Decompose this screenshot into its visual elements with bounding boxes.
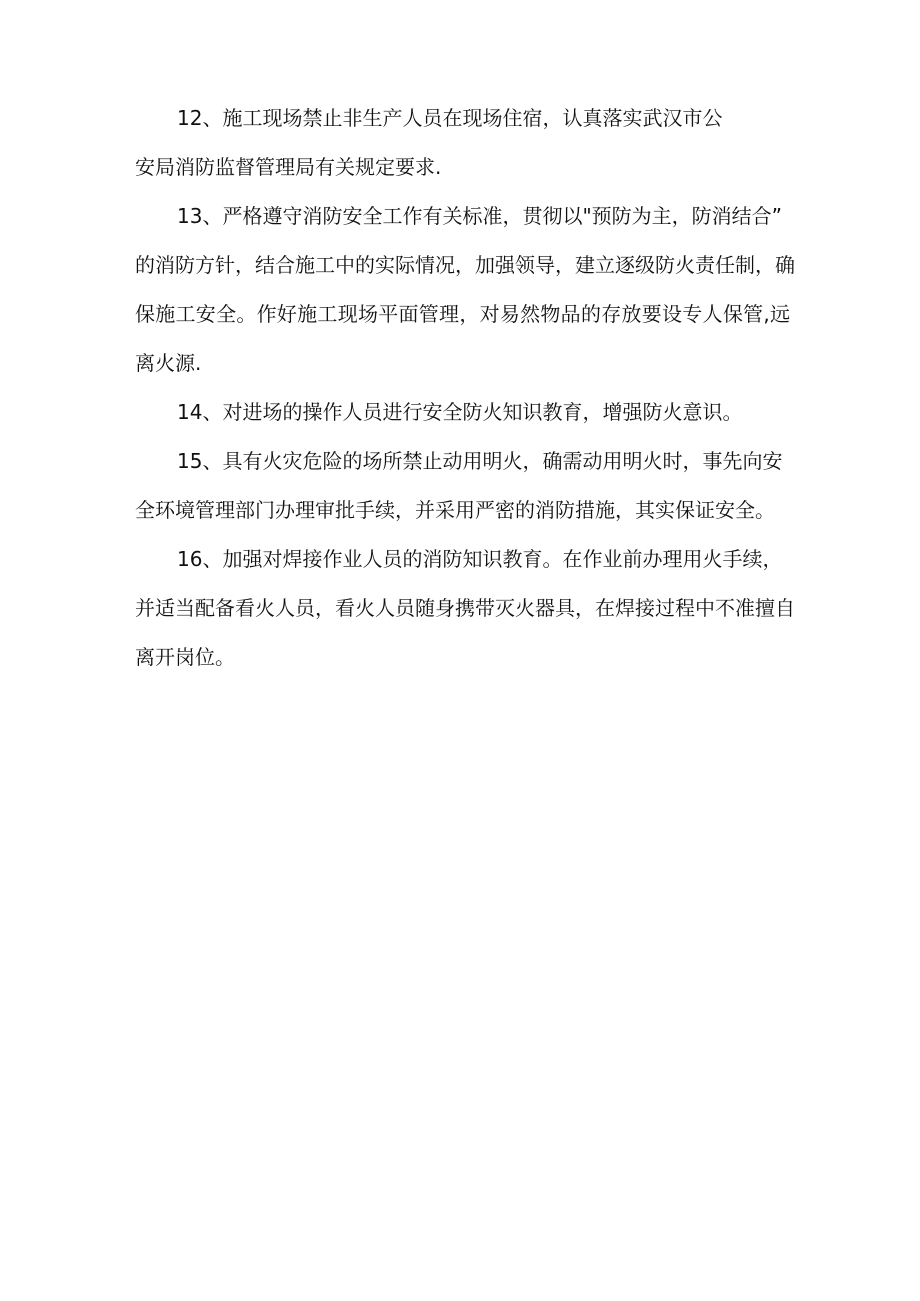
- paragraph-13-line-1: 13、严格遵守消防安全工作有关标准，贯彻以"预防为主，防消结合”: [177, 204, 783, 228]
- paragraph-15-line-2: 全环境管理部门办理审批手续，并采用严密的消防措施，其实保证安全。: [135, 498, 775, 522]
- paragraph-13-line-3: 保施工安全。作好施工现场平面管理，对易然物品的存放要设专人保管,远: [135, 302, 790, 326]
- paragraph-16-line-3: 离开岗位。: [135, 645, 235, 669]
- paragraph-13-line-2: 的消防方针，结合施工中的实际情况，加强领导，建立逐级防火责任制，确: [135, 253, 795, 277]
- paragraph-15-line-1: 15、具有火灾危险的场所禁止动用明火，确需动用明火时，事先向安: [177, 449, 783, 473]
- paragraph-16-line-1: 16、加强对焊接作业人员的消防知识教育。在作业前办理用火手续，: [177, 547, 783, 571]
- paragraph-12-line-2: 安局消防监督管理局有关规定要求.: [135, 155, 442, 179]
- paragraph-14-line-1: 14、对进场的操作人员进行安全防火知识教育，增强防火意识。: [177, 400, 743, 424]
- paragraph-13-line-4: 离火源.: [135, 351, 202, 375]
- paragraph-12-line-1: 12、施工现场禁止非生产人员在现场住宿，认真落实武汉市公: [177, 106, 723, 130]
- paragraph-16-line-2: 并适当配备看火人员，看火人员随身携带灭火器具，在焊接过程中不准擅自: [135, 596, 795, 620]
